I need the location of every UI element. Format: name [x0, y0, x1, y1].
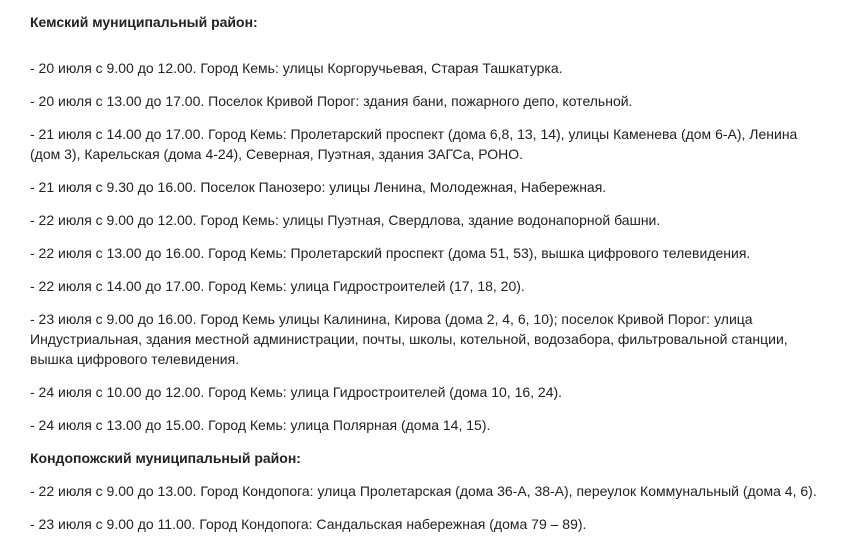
- schedule-item: - 21 июля с 9.30 до 16.00. Поселок Панозеро: улицы Ленина, Молодежная, Набережная.: [30, 179, 607, 195]
- section-heading-kem: Кемский муниципальный район:: [30, 14, 258, 30]
- schedule-item: - 24 июля с 10.00 до 12.00. Город Кемь: улица Гидростроителей (дома 10, 16, 24).: [30, 384, 563, 400]
- schedule-item: - 20 июля с 13.00 до 17.00. Поселок Кривой Порог: здания бани, пожарного депо, котельной.: [30, 93, 633, 109]
- article-content: [30, 0, 830, 534]
- schedule-item: - 22 июля с 13.00 до 16.00. Город Кемь: Пролетарский проспект (дома 51, 53), вышка цифрового телевидения.: [30, 245, 751, 261]
- schedule-item: - 21 июля с 14.00 до 17.00. Город Кемь: Пролетарский проспект (дома 6,8, 13, 14), улицы Каменева (дом 6-А), Ленина (дом 3), Карельская (дома 4-24), Северная, Пуэтная, здания ЗАГСа, РОНО.: [30, 126, 798, 162]
- schedule-item: - 22 июля с 9.00 до 12.00. Город Кемь: улицы Пуэтная, Свердлова, здание водонапорной башни.: [30, 212, 661, 228]
- schedule-item: - 22 июля с 14.00 до 17.00. Город Кемь: улица Гидростроителей (17, 18, 20).: [30, 278, 525, 294]
- schedule-item: - 24 июля с 13.00 до 15.00. Город Кемь: улица Полярная (дома 14, 15).: [30, 417, 491, 433]
- schedule-item: - 22 июля с 9.00 до 13.00. Город Кондопога: улица Пролетарская (дома 36-А, 38-А), переулок Коммунальный (дома 4, 6).: [30, 483, 817, 499]
- section-heading-kondopoga: Кондопожский муниципальный район:: [30, 450, 301, 466]
- schedule-item: - 23 июля с 9.00 до 11.00. Город Кондопога: Сандальская набережная (дома 79 – 89).: [30, 516, 587, 532]
- schedule-item: - 23 июля с 9.00 до 16.00. Город Кемь улицы Калинина, Кирова (дома 2, 4, 6, 10); поселок Кривой Порог: улица Индустриальная, здания местной администрации, почты, школы, котельной, водозабора, фильтровальной станции, вышка цифрового телевидения.: [30, 311, 788, 367]
- schedule-item: - 20 июля с 9.00 до 12.00. Город Кемь: улицы Коргоручьевая, Старая Ташкатурка.: [30, 60, 563, 76]
